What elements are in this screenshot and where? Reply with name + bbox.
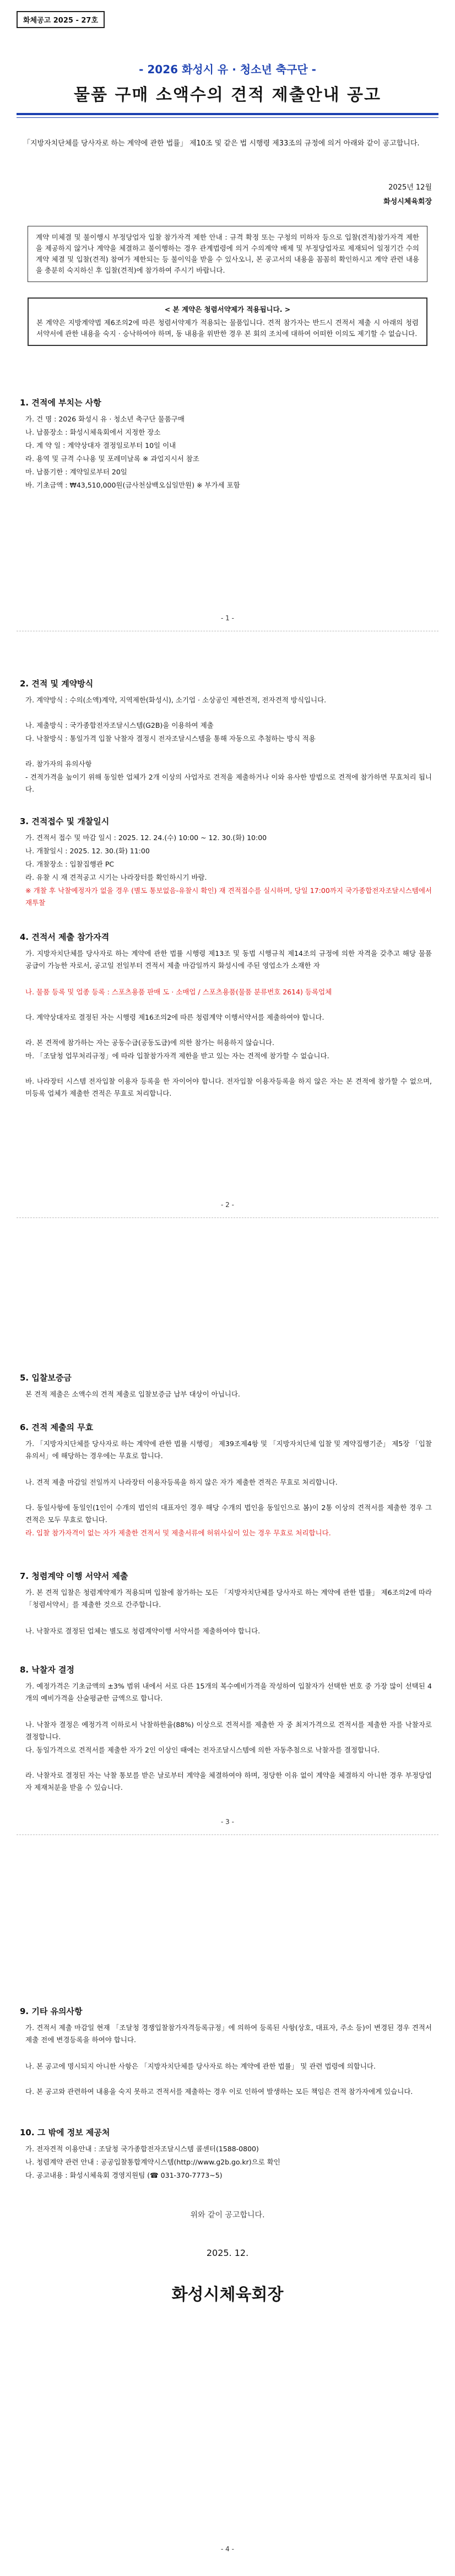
section-1-item: 마. 납품기한 : 계약일로부터 20일: [25, 468, 127, 476]
section-9-item: 다. 본 공고와 관련하여 내용을 숙지 못하고 견적서를 제출하는 경우 이로 인하여 발생하는 모든 책임은 견적 참가자에게 있습니다.: [25, 2087, 413, 2096]
page-separator: [17, 1217, 438, 1218]
page-number: - 4 -: [221, 2545, 234, 2553]
document-subtitle: - 2026 화성시 유 · 청소년 축구단 -: [139, 63, 316, 76]
section-8-heading: 8. 낙찰자 결정: [20, 1665, 75, 1675]
intro-paragraph: 「지방자치단체를 당사자로 하는 계약에 관한 법률」 제10조 및 같은 법 시행령 제33조의 규정에 의거 아래와 같이 공고합니다.: [23, 139, 420, 148]
section-8-item: 라. 낙찰자로 결정된 자는 낙찰 통보를 받은 날로부터 계약을 체결하여야 하며, 정당한 이유 없이 계약을 체결하지 아니한 경우 부정당업자 제재처분을 받을 수 있습니다.: [25, 1771, 432, 1792]
section-6-item: 나. 견적 제출 마감일 전일까지 나라장터 이용자등록을 하지 않은 자가 제출한 견적은 무효로 처리합니다.: [25, 1478, 338, 1486]
section-6-heading: 6. 견적 제출의 무효: [20, 1422, 94, 1432]
section-1-heading: 1. 견적에 부치는 사항: [20, 398, 101, 408]
section-1-item: 다. 계 약 일 : 계약상대자 결정일로부터 10일 이내: [25, 441, 176, 450]
issue-date: 2025년 12월: [388, 183, 432, 192]
section-4-item: 나. 물품 등록 및 업종 등록 : 스포츠용품 판매 도 · 소매업 / 스포츠용품(물품 분류번호 2614) 등록업체: [25, 988, 332, 996]
section-7-heading: 7. 청렴계약 이행 서약서 제출: [20, 1571, 128, 1581]
section-6-item: 가. 「지방자치단체를 당사자로 하는 계약에 관한 법률 시행령」 제39조제4항 및 「지방자치단체 입찰 및 계약집행기준」 제5장 「입찰유의서」에 해당하는 경우에는 무효로 합니다.: [25, 1439, 432, 1460]
integrity-box: [28, 297, 427, 346]
page-number: - 1 -: [221, 614, 234, 622]
section-1-item: 라. 용역 및 규격 수나용 및 포레미날록 ※ 과업지시서 참조: [25, 454, 199, 463]
section-9-item: 나. 본 공고에 명시되지 아니한 사항은 「지방자치단체를 당사자로 하는 계약에 관한 법률」 및 관련 법령에 의합니다.: [25, 2062, 376, 2070]
closing-statement: 위와 같이 공고합니다.: [190, 2211, 265, 2220]
section-7-item: 나. 낙찰자로 결정된 업체는 별도로 청렴계약이행 서약서를 제출하여야 합니다.: [25, 1627, 261, 1635]
section-10-item: 가. 전자견적 이용안내 : 조달청 국가종합전자조달시스템 콜센터(1588-0800): [25, 2145, 259, 2153]
page-number: - 3 -: [221, 1818, 234, 1826]
section-10-item: 다. 공고내용 : 화성시체육회 경영지원팀 (☎ 031-370-7773~5): [25, 2171, 223, 2179]
document-id-badge: 화체공고 2025 - 27호: [17, 11, 105, 28]
section-4-item: 가. 지방자치단체를 당사자로 하는 계약에 관한 법률 시행령 제13조 및 동법 시행규칙 제14조의 규정에 의한 자격을 갖추고 해당 물품 공급이 가능한 자로서, 공고일 전일부터 견적서 제출 마감일까지 화성시에 주된 영업소가 소재한 자: [25, 949, 432, 970]
header-rule: [17, 113, 438, 115]
page-separator: [17, 1834, 438, 1835]
section-8-item: 다. 동일가격으로 견적서를 제출한 자가 2인 이상인 때에는 전자조달시스템에 의한 자동추첨으로 낙찰자를 결정합니다.: [25, 1746, 380, 1754]
section-3-item: 가. 견적서 접수 및 마감 일시 : 2025. 12. 24.(수) 10:00 ~ 12. 30.(화) 10:00: [25, 834, 267, 842]
section-5-item: 본 견적 제출은 소액수의 견적 제출로 입찰보증금 납부 대상이 아닙니다.: [25, 1390, 240, 1398]
section-4-item: 다. 계약상대자로 결정된 자는 시행령 제16조의2에 따른 청렴계약 이행서약서를 제출하여야 합니다.: [25, 1013, 324, 1021]
section-6-item: 라. 입찰 참가자격이 없는 자가 제출한 견적서 및 제출서류에 허위사실이 있는 경우 무효로 처리합니다.: [25, 1529, 331, 1537]
footer-organization: 화성시체육회장: [171, 2285, 284, 2304]
notice-box: 계약 미체결 및 불이행시 부정당업자 입찰 참가자격 제한 안내 : 규격 확정 또는 구청의 미하자 등으로 입찰(견적)참가자격 제한을 제공하지 않거나 계약을 체결하고 불이행하는 경우 관계법령에 의거 수의계약 배제 및 부정당업자로 제재되어 일정기간 수의계약 체결 및 입찰(견적) 참여가 제한되는 등 불이익을 받을 수 있사오니, 본 공고서의 내용을 꼼꼼히 확인하시고 계약 관련 내용을 충분히 숙지하신 후 입찰(견적)에 참가하여 주시기 바랍니다.: [28, 226, 427, 282]
integrity-box-body: 본 계약은 지방계약법 제6조의2에 따른 청렴서약제가 적용되는 물품입니다. 견적 참가자는 반드시 견적서 제출 시 아래의 청렴서약서에 관한 내용을 숙지 · 승낙하여야 하며, 동 내용을 위반한 경우 본 회의 조치에 대하여 어떠한 이의도 제기할 수 없습니다.: [36, 318, 419, 338]
section-3-item: 다. 개찰장소 : 입찰집행관 PC: [25, 860, 115, 868]
section-7-item: 가. 본 견적 입찰은 청렴계약제가 적용되며 입찰에 참가하는 모든 「지방자치단체를 당사자로 하는 계약에 관한 법률」 제6조의2에 따라 「청렴서약서」를 제출한 것으로 간주합니다.: [25, 1588, 432, 1609]
section-4-item: 마. 「조달청 업무처리규정」에 따라 입찰참가자격 제한을 받고 있는 자는 견적에 참가할 수 없습니다.: [25, 1052, 329, 1060]
document-header: [17, 61, 438, 105]
section-5-heading: 5. 입찰보증금: [20, 1373, 72, 1383]
section-9-item: 가. 견적서 제출 마감일 현재 「조달청 경쟁입찰참가자격등록규정」에 의하여 등록된 사항(상호, 대표자, 주소 등)이 변경된 경우 견적서 제출 전에 변경등록을 하여야 합니다.: [25, 2023, 432, 2044]
section-9-heading: 9. 기타 유의사항: [20, 2006, 83, 2016]
section-3-note: ※ 개찰 후 낙찰예정자가 없을 경우 (별도 통보없음-유찰시 확인) 재 견적접수를 실시하며, 당일 17:00까지 국가종합전자조달시스템에서 재투찰: [25, 886, 432, 907]
document-title: 물품 구매 소액수의 견적 제출안내 공고: [74, 85, 381, 105]
section-2-heading: 2. 견적 및 계약방식: [20, 679, 94, 689]
section-8-item: 나. 낙찰자 결정은 예정가격 이하로서 낙찰하한율(88%) 이상으로 견적서를 제출한 자 중 최저가격으로 견적서를 제출한 자를 낙찰자로 결정합니다.: [25, 1720, 432, 1741]
section-8-item: 가. 예정가격은 기초금액의 ±3% 범위 내에서 서로 다른 15개의 복수예비가격을 작성하여 입찰자가 선택한 번호 중 가장 많이 선택된 4개의 예비가격을 산술평균한 금액으로 합니다.: [25, 1682, 432, 1702]
section-2-item: 가. 계약방식 : 수의(소액)계약, 지역제한(화성시), 소기업 · 소상공인 제한견적, 전자견적 방식입니다.: [25, 696, 327, 704]
section-1-item: 가. 건 명 : 2026 화성시 유 · 청소년 축구단 물품구매: [25, 415, 185, 423]
section-4-heading: 4. 견적서 제출 참가자격: [20, 932, 110, 942]
section-4-item: 라. 본 견적에 참가하는 자는 공동수급(공동도급)에 의한 참가는 허용하지 않습니다.: [25, 1038, 274, 1047]
section-6-item: 다. 동일사항에 동일인(1인이 수개의 법인의 대표자인 경우 해당 수개의 법인을 동일인으로 봄)이 2통 이상의 견적서를 제출한 경우 그 견적은 모두 무효로 합니다.: [25, 1503, 432, 1524]
section-1-item: 나. 납품장소 : 화성시체육회에서 지정한 장소: [25, 428, 161, 436]
section-2-item: 라. 참가자의 유의사항: [25, 760, 92, 768]
section-3-heading: 3. 견적접수 및 개찰일시: [20, 816, 110, 826]
section-10-heading: 10. 그 밖에 정보 제공처: [20, 2128, 110, 2137]
section-2-item: - 견적가격을 높이기 위해 동일한 업체가 2개 이상의 사업자로 견적을 제출하거나 이와 유사한 방법으로 견적에 참가하면 무효처리 됩니다.: [25, 773, 432, 793]
footer-date: 2025. 12.: [206, 2248, 249, 2258]
section-3-item: 나. 개찰일시 : 2025. 12. 30.(화) 11:00: [25, 847, 150, 855]
section-2-item: 나. 제출방식 : 국가종합전자조달시스템(G2B)을 이용하여 제출: [25, 721, 214, 729]
section-4-item: 바. 나라장터 시스템 전자입찰 이용자 등록을 한 자이어야 합니다. 전자입찰 이용자등록을 하지 않은 자는 본 견적에 참가할 수 없으며, 미등록 업체가 제출한 견적은 무효로 처리합니다.: [25, 1077, 432, 1097]
integrity-box-title: < 본 계약은 청렴서약제가 적용됩니다. >: [164, 305, 291, 313]
issuer-name: 화성시체육회장: [383, 198, 432, 206]
section-10-item: 나. 청렴계약 관련 안내 : 공공입찰통합계약시스템(http://www.g2b.go.kr)으로 확인: [25, 2158, 280, 2166]
page-number: - 2 -: [221, 1201, 234, 1209]
section-3-item: 라. 유찰 시 재 견적공고 시기는 나라장터를 확인하시기 바람.: [25, 873, 207, 881]
header-rule-thin: [17, 117, 438, 118]
section-2-item: 다. 낙찰방식 : 통일가격 입찰 낙찰자 결정시 전자조달시스템을 통해 자동으로 추첨하는 방식 적용: [25, 734, 316, 743]
section-1-item: 바. 기초금액 : ₩43,510,000원(금사천삼백오십일만원) ※ 부가세 포함: [25, 481, 240, 489]
